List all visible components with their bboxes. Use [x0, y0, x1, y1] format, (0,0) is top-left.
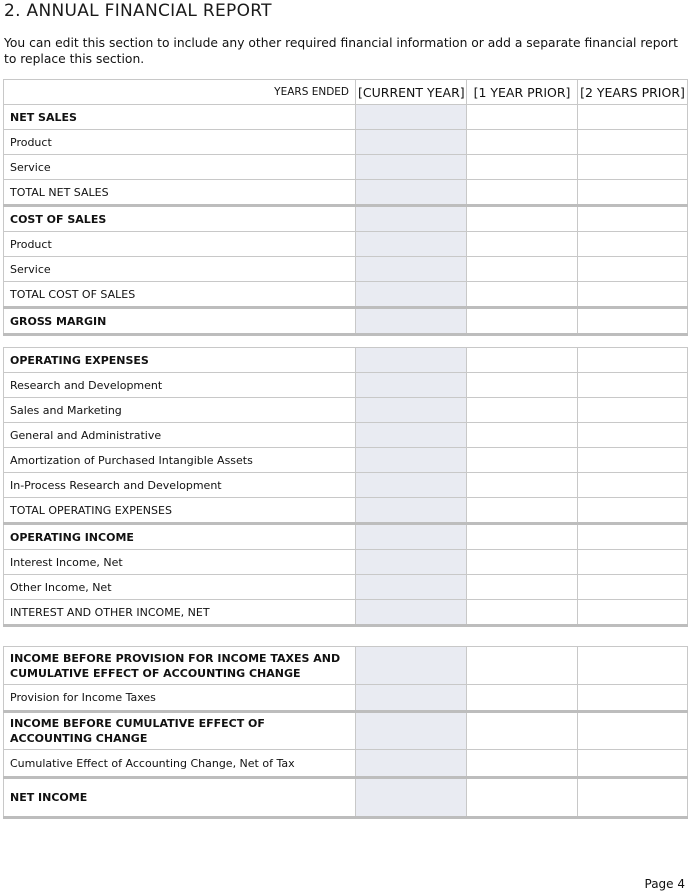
page-number: Page 4 [644, 877, 685, 891]
intro-text: You can edit this section to include any other required financial information or add a separate financial report to replace this section. [4, 36, 678, 66]
value-cell[interactable] [356, 282, 467, 308]
table-row [4, 712, 688, 750]
table-row [4, 308, 688, 335]
value-cell[interactable] [356, 778, 467, 818]
row-label: Cumulative Effect of Accounting Change, Net of Tax [4, 750, 356, 778]
value-cell[interactable] [467, 473, 578, 498]
value-cell[interactable] [578, 448, 688, 473]
row-label: INCOME BEFORE CUMULATIVE EFFECT OF ACCOUNTING CHANGE [4, 712, 356, 750]
value-cell[interactable] [356, 398, 467, 423]
table-row [4, 575, 688, 600]
row-label: Provision for Income Taxes [4, 685, 356, 712]
value-cell[interactable] [578, 398, 688, 423]
value-cell[interactable] [356, 348, 467, 373]
value-cell[interactable] [356, 130, 467, 155]
value-cell[interactable] [467, 130, 578, 155]
row-label: TOTAL NET SALES [4, 180, 356, 206]
value-cell[interactable] [356, 373, 467, 398]
value-cell[interactable] [578, 550, 688, 575]
table-row [4, 498, 688, 524]
financial-table-sales [3, 79, 688, 336]
col-2-years-prior: [2 YEARS PRIOR] [578, 80, 688, 105]
value-cell[interactable] [578, 206, 688, 232]
table-row [4, 180, 688, 206]
table-row [4, 423, 688, 448]
value-cell[interactable] [356, 232, 467, 257]
value-cell[interactable] [467, 600, 578, 626]
value-cell[interactable] [578, 685, 688, 712]
row-label: OPERATING EXPENSES [4, 348, 356, 373]
value-cell[interactable] [467, 257, 578, 282]
row-label: Product [4, 130, 356, 155]
value-cell[interactable] [467, 105, 578, 130]
value-cell[interactable] [578, 498, 688, 524]
value-cell[interactable] [356, 423, 467, 448]
table-row [4, 232, 688, 257]
table-row [4, 130, 688, 155]
page-title: 2. ANNUAL FINANCIAL REPORT [4, 1, 272, 21]
table-row [4, 373, 688, 398]
value-cell[interactable] [356, 524, 467, 550]
table-row [4, 398, 688, 423]
value-cell[interactable] [356, 647, 467, 685]
table-row [4, 647, 688, 685]
value-cell[interactable] [467, 778, 578, 818]
row-label: NET SALES [4, 105, 356, 130]
value-cell[interactable] [356, 712, 467, 750]
value-cell[interactable] [578, 373, 688, 398]
row-label: TOTAL COST OF SALES [4, 282, 356, 308]
years-ended-label: YEARS ENDED [4, 80, 356, 105]
value-cell[interactable] [578, 575, 688, 600]
table-row [4, 600, 688, 626]
row-label: INTEREST AND OTHER INCOME, NET [4, 600, 356, 626]
value-cell[interactable] [356, 600, 467, 626]
table-row [4, 105, 688, 130]
value-cell[interactable] [578, 600, 688, 626]
row-label: INCOME BEFORE PROVISION FOR INCOME TAXES AND CUMULATIVE EFFECT OF ACCOUNTING CHANGE [4, 647, 356, 685]
row-label: Other Income, Net [4, 575, 356, 600]
row-label: General and Administrative [4, 423, 356, 448]
table-row [4, 524, 688, 550]
value-cell[interactable] [578, 308, 688, 335]
row-label: Product [4, 232, 356, 257]
value-cell[interactable] [578, 155, 688, 180]
value-cell[interactable] [467, 232, 578, 257]
table-row [4, 348, 688, 373]
value-cell[interactable] [467, 308, 578, 335]
value-cell[interactable] [467, 373, 578, 398]
value-cell[interactable] [467, 206, 578, 232]
table-row [4, 685, 688, 712]
value-cell[interactable] [467, 524, 578, 550]
value-cell[interactable] [578, 423, 688, 448]
row-label: Research and Development [4, 373, 356, 398]
table-row [4, 155, 688, 180]
value-cell[interactable] [578, 180, 688, 206]
table-row [4, 257, 688, 282]
table-row [4, 282, 688, 308]
value-cell[interactable] [356, 685, 467, 712]
value-cell[interactable] [356, 257, 467, 282]
table-row [4, 473, 688, 498]
header-row [4, 80, 688, 105]
financial-table-income [3, 646, 688, 819]
row-label: Service [4, 155, 356, 180]
col-1-year-prior: [1 YEAR PRIOR] [467, 80, 578, 105]
value-cell[interactable] [356, 575, 467, 600]
table-row [4, 778, 688, 818]
table-row [4, 750, 688, 778]
value-cell[interactable] [356, 750, 467, 778]
value-cell[interactable] [467, 348, 578, 373]
value-cell[interactable] [467, 575, 578, 600]
table-row [4, 448, 688, 473]
value-cell[interactable] [578, 712, 688, 750]
value-cell[interactable] [578, 232, 688, 257]
value-cell[interactable] [467, 498, 578, 524]
row-label: Interest Income, Net [4, 550, 356, 575]
value-cell[interactable] [356, 448, 467, 473]
row-label: TOTAL OPERATING EXPENSES [4, 498, 356, 524]
value-cell[interactable] [356, 206, 467, 232]
row-label: COST OF SALES [4, 206, 356, 232]
value-cell[interactable] [467, 750, 578, 778]
value-cell[interactable] [356, 105, 467, 130]
value-cell[interactable] [467, 712, 578, 750]
row-label: OPERATING INCOME [4, 524, 356, 550]
row-label: Amortization of Purchased Intangible Assets [4, 448, 356, 473]
value-cell[interactable] [578, 473, 688, 498]
value-cell[interactable] [578, 524, 688, 550]
row-label: NET INCOME [4, 778, 356, 818]
value-cell[interactable] [467, 550, 578, 575]
value-cell[interactable] [578, 647, 688, 685]
row-label: In-Process Research and Development [4, 473, 356, 498]
row-label: Service [4, 257, 356, 282]
row-label: Sales and Marketing [4, 398, 356, 423]
value-cell[interactable] [467, 647, 578, 685]
value-cell[interactable] [356, 155, 467, 180]
table-row [4, 550, 688, 575]
value-cell[interactable] [578, 778, 688, 818]
value-cell[interactable] [356, 180, 467, 206]
value-cell[interactable] [578, 348, 688, 373]
value-cell[interactable] [578, 105, 688, 130]
value-cell[interactable] [467, 180, 578, 206]
col-current-year: [CURRENT YEAR] [356, 80, 467, 105]
table-row [4, 206, 688, 232]
financial-table-operating [3, 347, 688, 627]
value-cell[interactable] [356, 550, 467, 575]
value-cell[interactable] [467, 155, 578, 180]
value-cell[interactable] [467, 398, 578, 423]
value-cell[interactable] [578, 257, 688, 282]
value-cell[interactable] [356, 473, 467, 498]
value-cell[interactable] [467, 282, 578, 308]
row-label: GROSS MARGIN [4, 308, 356, 335]
value-cell[interactable] [467, 685, 578, 712]
value-cell[interactable] [578, 130, 688, 155]
value-cell[interactable] [467, 423, 578, 448]
value-cell[interactable] [356, 308, 467, 335]
value-cell[interactable] [578, 282, 688, 308]
value-cell[interactable] [467, 448, 578, 473]
value-cell[interactable] [578, 750, 688, 778]
value-cell[interactable] [356, 498, 467, 524]
